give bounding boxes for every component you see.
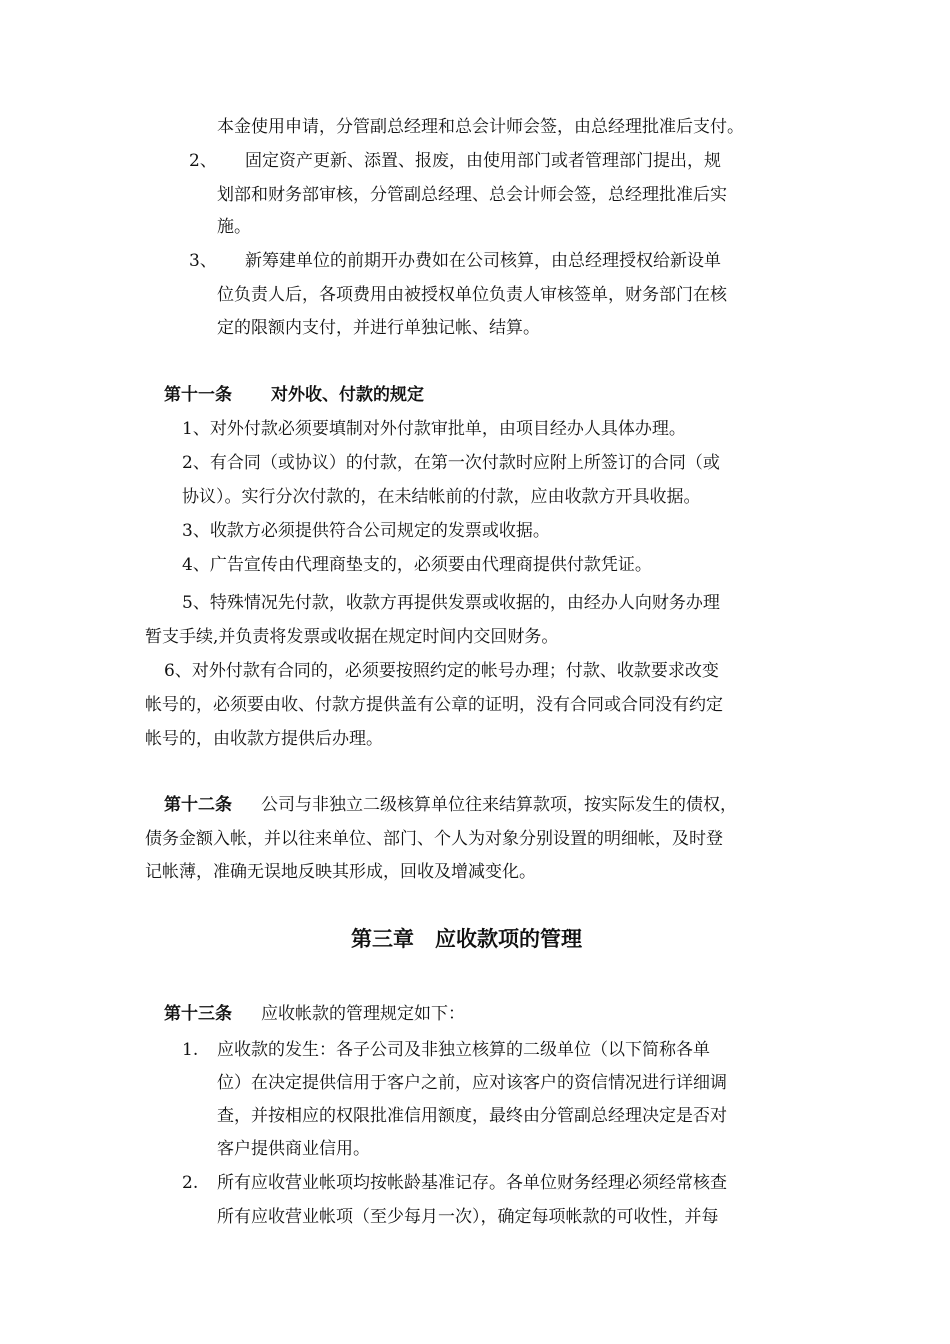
- article-11-item-3: 3、收款方必须提供符合公司规定的发票或收据。: [182, 521, 550, 541]
- list-number-2: 2、: [189, 151, 217, 171]
- article-11-label: 第十一条: [164, 385, 232, 405]
- article-13-item-2-line-1: 所有应收营业帐项均按帐龄基准记存。各单位财务经理必须经常核查: [217, 1173, 727, 1193]
- article-11-item-5-line-2: 暂支手续,并负责将发票或收据在规定时间内交回财务。: [145, 627, 559, 647]
- article-12-line-2: 债务金额入帐，并以往来单位、部门、个人为对象分别设置的明细帐，及时登: [145, 829, 723, 849]
- item-2-line-1: 固定资产更新、添置、报废，由使用部门或者管理部门提出，规: [245, 151, 721, 171]
- item-3-line-2: 位负责人后，各项费用由被授权单位负责人审核签单，财务部门在核: [217, 285, 727, 305]
- article-13-number-2: 2.: [182, 1173, 199, 1193]
- article-13-number-1: 1.: [182, 1040, 199, 1060]
- chapter-3-title: 第三章 应收款项的管理: [351, 926, 582, 951]
- article-12-line-3: 记帐薄，准确无误地反映其形成，回收及增减变化。: [145, 862, 536, 882]
- article-12-line-1: 公司与非独立二级核算单位往来结算款项，按实际发生的债权，: [261, 795, 737, 815]
- article-13-intro: 应收帐款的管理规定如下：: [261, 1004, 465, 1024]
- article-11-item-5-line-1: 5、特殊情况先付款，收款方再提供发票或收据的，由经办人向财务办理: [182, 593, 720, 613]
- article-11-item-2-line-1: 2、有合同（或协议）的付款，在第一次付款时应附上所签订的合同（或: [182, 453, 720, 473]
- item-3-line-3: 定的限额内支付，并进行单独记帐、结算。: [217, 318, 540, 338]
- article-12-label: 第十二条: [164, 795, 232, 815]
- list-number-3: 3、: [189, 251, 217, 271]
- article-11-item-6-line-1: 6、对外付款有合同的，必须要按照约定的帐号办理；付款、收款要求改变: [164, 661, 719, 681]
- intro-line-1: 本金使用申请，分管副总经理和总会计师会签，由总经理批准后支付。: [217, 117, 744, 137]
- article-13-label: 第十三条: [164, 1004, 232, 1024]
- article-11-item-6-line-2: 帐号的，必须要由收、付款方提供盖有公章的证明，没有合同或合同没有约定: [145, 695, 723, 715]
- article-13-item-2-line-2: 所有应收营业帐项（至少每月一次），确定每项帐款的可收性，并每: [217, 1207, 719, 1227]
- item-3-line-1: 新筹建单位的前期开办费如在公司核算，由总经理授权给新设单: [245, 251, 721, 271]
- article-13-item-1-line-2: 位）在决定提供信用于客户之前，应对该客户的资信情况进行详细调: [217, 1073, 727, 1093]
- article-13-item-1-line-3: 查，并按相应的权限批准信用额度，最终由分管副总经理决定是否对: [217, 1106, 727, 1126]
- item-2-line-2: 划部和财务部审核，分管副总经理、总会计师会签，总经理批准后实: [217, 185, 727, 205]
- article-11-item-1: 1、对外付款必须要填制对外付款审批单，由项目经办人具体办理。: [182, 419, 686, 439]
- article-11-title: 对外收、付款的规定: [271, 385, 424, 405]
- article-11-item-4: 4、广告宣传由代理商垫支的，必须要由代理商提供付款凭证。: [182, 555, 652, 575]
- article-13-item-1-line-1: 应收款的发生：各子公司及非独立核算的二级单位（以下简称各单: [217, 1040, 710, 1060]
- article-13-item-1-line-4: 客户提供商业信用。: [217, 1139, 370, 1159]
- article-11-item-2-line-2: 协议）。实行分次付款的，在未结帐前的付款，应由收款方开具收据。: [182, 487, 701, 507]
- item-2-line-3: 施。: [217, 217, 251, 237]
- article-11-item-6-line-3: 帐号的，由收款方提供后办理。: [145, 729, 383, 749]
